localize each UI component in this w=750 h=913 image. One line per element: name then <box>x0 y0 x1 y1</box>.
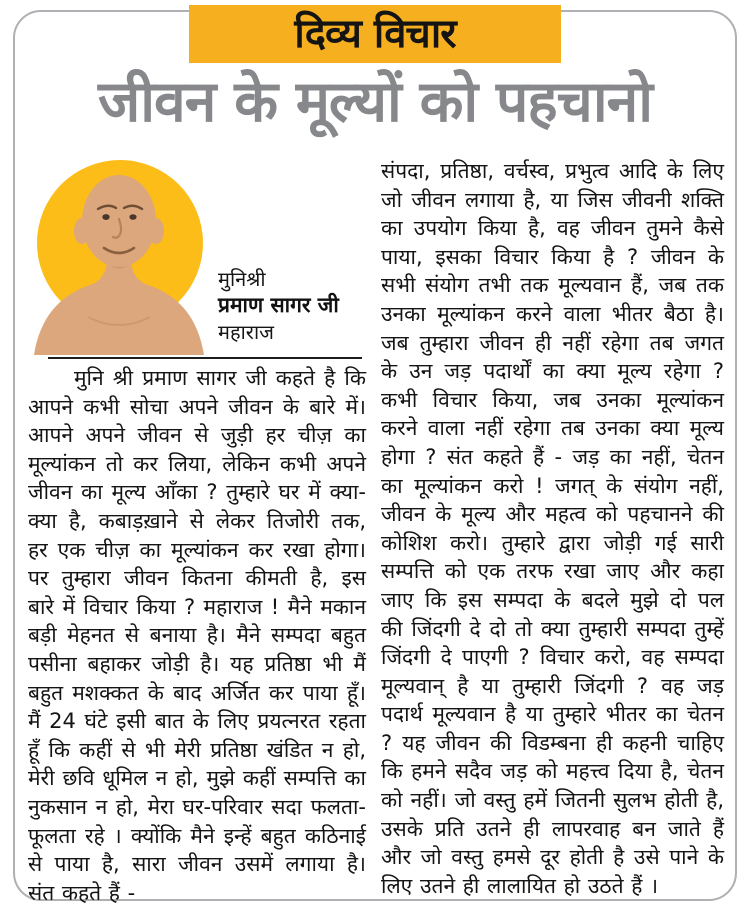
author-caption <box>218 266 339 355</box>
author-suffix: महाराज <box>218 320 274 344</box>
article-text-right: संपदा, प्रतिष्ठा, वर्चस्व, प्रभुत्व आदि के लिए जो जीवन लगाया है, या जिस जीवनी शक्ति का उपयोग किया है, वह जीवन तुमने कैसे पाया, इसका विचार किया है ? जीवन के सभी संयोग तभी तक मूल्यवान हैं, जब तक उनका मूल्यांकन करने वाला भीतर बैठा है। जब तुम्हारा जीवन ही नहीं रहेगा तब जगत के उन जड़ पदार्थों का क्या मूल्य रहेगा ? कभी विचार किया, जब उनका मूल्यांकन करने वाला नहीं रहेगा तब उनका क्या मूल्य होगा ? संत कहते हैं - जड़ का नहीं, चेतन का मूल्यांकन करो ! जगत् के संयोग नहीं, जीवन के मूल्य और महत्व को पहचानने की कोशिश करो। तुम्हारे द्वारा जोड़ी गई सारी सम्पत्ति को एक तरफ रखा जाए और कहा जाए कि इस सम्पदा के बदले मुझे दो पल की जिंदगी दे दो तो क्या तुम्हारी सम्पदा तुम्हें जिंदगी दे पाएगी ? विचार करो, वह सम्पदा मूल्यवान् है या तुम्हारी जिंदगी ? वह जड़ पदार्थ मूल्यवान है या तुम्हारे भीतर का चेतन ? यह जीवन की विडम्बना ही कहनी चाहिए कि हमने सदैव जड़ को महत्त्व दिया है, चेतन को नहीं। जो वस्तु हमें जितनी सुलभ होती है, उसके प्रति उतने ही लापरवाह बन जाते हैं और जो वस्तु हमसे दूर होती है उसे पाने के लिए उतने ही लालायित हो उठते हैं । <box>381 159 724 898</box>
left-column <box>28 157 366 905</box>
section-banner <box>189 5 561 63</box>
caption-divider <box>48 357 362 359</box>
article-body <box>28 157 724 905</box>
section-banner-title: दिव्य विचार <box>294 11 456 57</box>
article-headline: जीवन के मूल्यों को पहचानो <box>97 69 653 135</box>
monk-photo <box>28 157 210 355</box>
author-block <box>28 157 366 355</box>
author-prefix: मुनिश्री <box>218 266 266 291</box>
right-column <box>381 157 724 898</box>
author-name: प्रमाण सागर जी <box>218 292 339 317</box>
article-text-left: मुनि श्री प्रमाण सागर जी कहते है कि आपने कभी सोचा अपने जीवन के बारे में। आपने अपने जीवन से जुड़ी हर चीज़ का मूल्यांकन तो कर लिया, लेकिन कभी अपने जीवन का मूल्य आँका ? तुम्हारे घर में क्या-क्या है, कबाड़ख़ाने से लेकर तिजोरी तक, हर एक चीज़ का मूल्यांकन कर रखा होगा। पर तुम्हारा जीवन कितना कीमती है, इस बारे में विचार किया ? महाराज ! मैने मकान बड़ी मेहनत से बनाया है। मैने सम्पदा बहुत पसीना बहाकर जोड़ी है। यह प्रतिष्ठा भी मैं बहुत मशक्कत के बाद अर्जित कर पाया हूँ। मैं 24 घंटे इसी बात के लिए प्रयत्नरत रहता हूँ कि कहीं से भी मेरी प्रतिष्ठा खंडित न हो, मेरी छवि धूमिल न हो, मुझे कहीं सम्पत्ति का नुकसान न हो, मेरा घर-परिवार सदा फलता-फूलता रहे । क्योंकि मैने इन्हें बहुत कठिनाई से पाया है, सारा जीवन उसमें लगाया है। संत कहते हैं - <box>28 366 366 905</box>
